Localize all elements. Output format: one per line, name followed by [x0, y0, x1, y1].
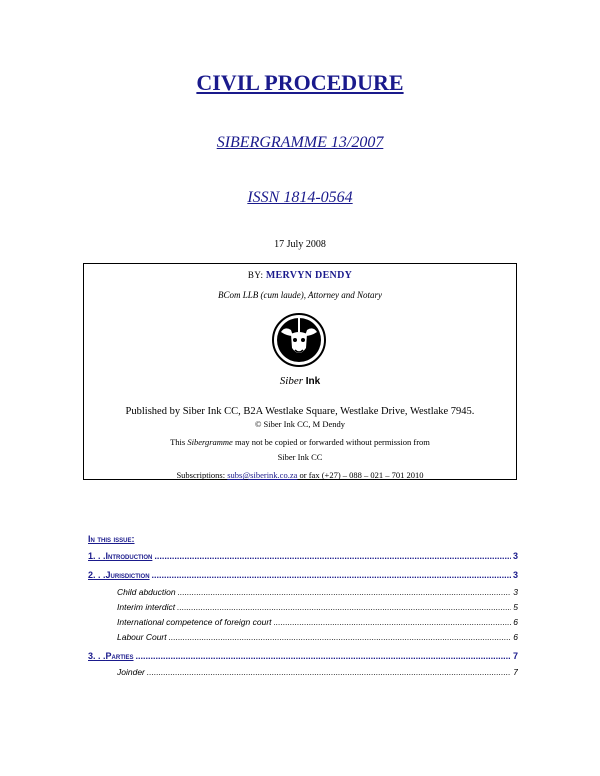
- toc-entry-labour-court[interactable]: [117, 632, 518, 642]
- toc-leader: [178, 587, 512, 597]
- document-title: CIVIL PROCEDURE: [196, 70, 404, 95]
- toc-page: 3: [513, 587, 518, 597]
- toc-leader: [169, 632, 512, 642]
- siber-ink-logo-icon: [271, 312, 327, 368]
- toc-label: Joinder: [117, 667, 145, 677]
- toc-label: Jurisdiction: [105, 570, 150, 580]
- toc-page: 7: [512, 651, 518, 661]
- copyright-notice: © Siber Ink CC, M Dendy: [254, 419, 346, 429]
- toc-page: 6: [513, 632, 518, 642]
- toc-label: Child abduction: [117, 587, 176, 597]
- toc-leader: [154, 551, 511, 561]
- permission-notice: [84, 437, 516, 447]
- toc-label: Interim interdict: [117, 602, 176, 612]
- toc-label: Parties: [105, 651, 134, 661]
- toc-leader: [147, 667, 511, 677]
- publisher-address: Published by Siber Ink CC, B2A Westlake Square, Westlake Drive, Westlake 7945.: [125, 406, 475, 417]
- brand-ink: Ink: [305, 376, 321, 387]
- toc-page: 5: [513, 602, 518, 612]
- author-line: [84, 270, 516, 281]
- toc-page: 7: [513, 667, 518, 677]
- permission-post: may not be copied or forwarded without permission from: [232, 437, 430, 447]
- issn-number: ISSN 1814-0564: [247, 189, 353, 206]
- document-subtitle: SIBERGRAMME 13/2007: [216, 134, 384, 151]
- toc-entry-child-abduction[interactable]: [117, 587, 518, 597]
- subs-label: Subscriptions:: [176, 470, 228, 480]
- toc-page: 6: [513, 617, 518, 627]
- toc-page: 3: [512, 570, 518, 580]
- toc-entry-parties[interactable]: 3 . . . Parties ..... 7: [88, 651, 518, 661]
- toc-entry-jurisdiction[interactable]: 2 . . . Jurisdiction ..... 3: [88, 570, 518, 580]
- subscriptions-line: [84, 470, 516, 480]
- permission-italic: Sibergramme: [187, 437, 233, 447]
- toc-label: Introduction: [105, 551, 153, 561]
- toc-label: International competence of foreign court: [117, 617, 272, 627]
- toc-leader: [274, 617, 512, 627]
- subs-fax: or fax (+27) – 088 – 021 – 701 2010: [297, 470, 424, 480]
- toc-entry-interim-interdict[interactable]: [117, 602, 518, 612]
- author-name: MERVYN DENDY: [265, 270, 353, 281]
- toc-entry-joinder[interactable]: [117, 667, 518, 677]
- publication-date: 17 July 2008: [274, 239, 326, 250]
- toc-leader: [136, 651, 511, 661]
- permission-pre: This: [170, 437, 188, 447]
- brand-siber: Siber: [279, 375, 304, 387]
- toc-heading: In this issue:: [88, 534, 135, 544]
- by-label: BY:: [247, 270, 264, 280]
- toc-page: 3: [512, 551, 518, 561]
- toc-entry-international-competence[interactable]: [117, 617, 518, 627]
- toc-num: 3: [88, 651, 94, 661]
- subs-email-link[interactable]: subs@siberink.co.za: [227, 470, 298, 480]
- toc-leader: [152, 570, 511, 580]
- toc-num: 2: [88, 570, 94, 580]
- toc-label: Labour Court: [117, 632, 167, 642]
- author-credentials: BCom LLB (cum laude), Attorney and Notary: [217, 290, 383, 300]
- toc-entry-introduction[interactable]: 1 . . . Introduction ..... 3: [88, 551, 518, 561]
- publisher-info-box: [83, 263, 517, 480]
- toc-num: 1: [88, 551, 94, 561]
- brand-name: [84, 375, 516, 387]
- permission-line-2: Siber Ink CC: [277, 452, 323, 462]
- toc-leader: [177, 602, 511, 612]
